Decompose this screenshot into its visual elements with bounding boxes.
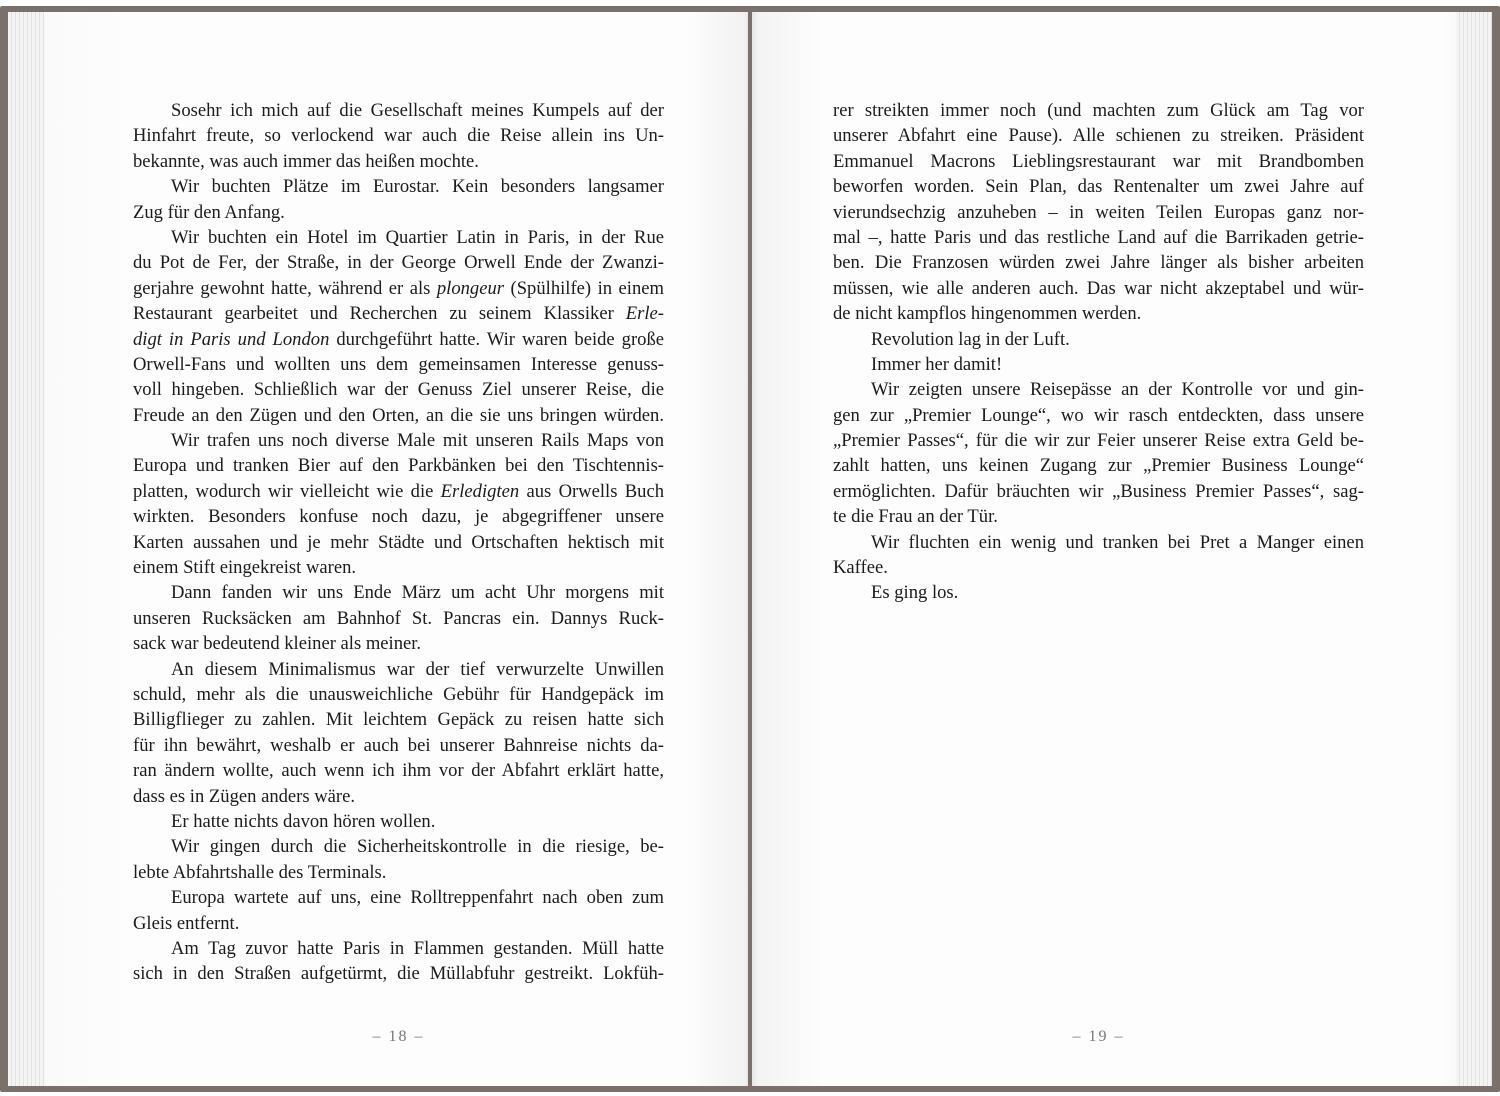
text-run: Karten aussahen und je mehr Städte und Ortschaften hektisch mit <box>133 531 664 553</box>
text-line <box>133 504 664 529</box>
page-edges <box>1456 12 1492 1086</box>
text-run: Hinfahrt freute, so verlockend war auch die Reise allein ins Un- <box>133 125 664 147</box>
text-run: „Premier Passes“, für die wir zur Feier unserer Reise extra Geld be- <box>833 430 1364 452</box>
text-run: unseren Rucksäcken am Bahnhof St. Pancras ein. Dannys Ruck- <box>133 607 664 629</box>
text-line <box>133 123 664 148</box>
text-run: Sosehr ich mich auf die Gesellschaft meines Kumpels auf der <box>171 100 664 121</box>
page-number: – 19 – <box>1072 1028 1125 1045</box>
text-run: du Pot de Fer, der Straße, in der George Orwell Ende der Zwanzi- <box>133 252 664 274</box>
text-line <box>133 860 664 885</box>
text-run: bekannte, was auch immer das heißen mochte. <box>133 150 479 172</box>
text-line <box>133 428 664 453</box>
text-run: dass es in Zügen anders wäre. <box>133 785 356 807</box>
text-line <box>833 403 1364 428</box>
text-line <box>133 758 664 783</box>
italic-text: Erle- <box>625 303 664 325</box>
text-run: Revolution lag in der Luft. <box>871 328 1070 350</box>
text-line <box>833 428 1364 453</box>
text-run: (Spülhilfe) in einem <box>504 277 664 299</box>
text-line <box>133 530 664 555</box>
text-line <box>133 225 664 250</box>
text-line <box>133 809 664 834</box>
text-line <box>133 682 664 707</box>
text-run: platten, wodurch wir vielleicht wie die <box>133 480 441 502</box>
text-line <box>133 733 664 758</box>
text-run: zahlt hatten, uns keinen Zugang zur „Premier Business Lounge“ <box>833 455 1364 477</box>
right-page <box>752 12 1492 1086</box>
text-line <box>133 784 664 809</box>
text-line <box>833 123 1364 148</box>
text-run: gen zur „Premier Lounge“, wo wir rasch entdeckten, dass unsere <box>833 404 1364 426</box>
text-run: schuld, mehr als die unausweichliche Gebühr für Handgepäck im <box>133 683 664 705</box>
text-run: durchgeführt hatte. Wir waren beide große <box>329 328 664 350</box>
text-run: Billigflieger zu zahlen. Mit leichtem Gepäck zu reisen hatte sich <box>133 709 664 731</box>
text-line <box>833 149 1364 174</box>
left-page <box>8 12 748 1086</box>
text-run: Emmanuel Macrons Lieblingsrestaurant war mit Brandbomben <box>833 150 1364 172</box>
text-run: unserer Abfahrt eine Pause). Alle schienen zu streiken. Präsident <box>833 125 1364 147</box>
text-run: müssen, wie alle anderen auch. Das war nicht akzeptabel und wür- <box>833 277 1364 299</box>
text-line <box>133 911 664 936</box>
text-run: vierundsechzig anzuheben – in weiten Teilen Europas ganz nor- <box>833 201 1364 223</box>
text-run: Wir buchten ein Hotel im Quartier Latin in Paris, in der Rue <box>171 226 664 248</box>
text-line <box>133 555 664 580</box>
left-page-text <box>133 98 664 987</box>
text-run: aus Orwells Buch <box>519 480 664 502</box>
text-line <box>833 225 1364 250</box>
text-run: Restaurant gearbeitet und Recherchen zu seinem Klassiker <box>133 303 626 325</box>
text-line <box>833 530 1364 555</box>
text-run: sack war bedeutend kleiner als meiner. <box>133 633 422 655</box>
text-run: einem Stift eingekreist waren. <box>133 557 357 579</box>
text-line <box>133 961 664 986</box>
text-run: Freude an den Zügen und den Orten, an die sie uns bringen würden. <box>133 404 664 426</box>
text-run: voll hingeben. Schließlich war der Genuss Ziel unserer Reise, die <box>133 379 664 401</box>
text-line <box>833 453 1364 478</box>
text-line <box>133 707 664 732</box>
text-run: mal –, hatte Paris und das restliche Land auf die Barrikaden getrie- <box>833 226 1364 248</box>
text-run: Am Tag zuvor hatte Paris in Flammen gestanden. Müll hatte <box>171 937 664 959</box>
text-line <box>133 98 664 123</box>
text-line <box>133 276 664 301</box>
text-line <box>133 834 664 859</box>
text-run: rer streikten immer noch (und machten zum Glück am Tag vor <box>833 100 1364 121</box>
italic-text: digt in Paris und London <box>133 328 330 350</box>
text-line <box>133 149 664 174</box>
text-run: Gleis entfernt. <box>133 912 240 934</box>
text-line <box>133 301 664 326</box>
text-line <box>833 174 1364 199</box>
text-run: für ihn bewährt, weshalb er auch bei unserer Bahnreise nichts da- <box>133 734 664 756</box>
text-run: ran ändern wollte, auch wenn ich ihm vor der Abfahrt erklärt hatte, <box>133 760 664 782</box>
text-run: Wir gingen durch die Sicherheitskontrolle in die riesige, be- <box>171 836 664 858</box>
text-line <box>833 580 1364 605</box>
text-run: ermöglichten. Dafür bräuchten wir „Business Premier Passes“, sag- <box>833 480 1364 502</box>
text-run: Europa wartete auf uns, eine Rolltreppenfahrt nach oben zum <box>171 887 664 909</box>
text-run: Zug für den Anfang. <box>133 201 285 223</box>
text-line <box>133 606 664 631</box>
text-line <box>133 200 664 225</box>
text-line <box>833 377 1364 402</box>
text-line <box>833 276 1364 301</box>
text-line <box>133 885 664 910</box>
text-run: Orwell-Fans und wollten uns dem gemeinsamen Interesse genuss- <box>133 353 664 375</box>
text-run: Dann fanden wir uns Ende März um acht Uhr morgens mit <box>171 582 664 604</box>
text-run: Es ging los. <box>871 582 959 604</box>
text-run: de nicht kampflos hingenommen werden. <box>833 303 1142 325</box>
text-run: sich in den Straßen aufgetürmt, die Müllabfuhr gestreikt. Lokfüh- <box>133 963 664 985</box>
text-line <box>833 555 1364 580</box>
text-line <box>133 174 664 199</box>
text-line <box>133 250 664 275</box>
text-run: ben. Die Franzosen würden zwei Jahre länger als bisher arbeiten <box>833 252 1364 274</box>
text-line <box>133 352 664 377</box>
text-run: gerjahre gewohnt hatte, während er als <box>133 277 437 299</box>
text-line <box>133 936 664 961</box>
text-line <box>833 250 1364 275</box>
text-run: lebte Abfahrtshalle des Terminals. <box>133 861 387 883</box>
text-line <box>833 327 1364 352</box>
italic-text: Erledigten <box>440 480 520 502</box>
text-line <box>833 301 1364 326</box>
text-run: wirkten. Besonders konfuse noch dazu, je abgegriffener unsere <box>133 506 664 528</box>
text-line <box>133 580 664 605</box>
text-line <box>133 327 664 352</box>
italic-text: plongeur <box>436 277 505 299</box>
text-run: te die Frau an der Tür. <box>833 506 998 528</box>
page-number: – 18 – <box>372 1028 425 1045</box>
page-edges <box>8 12 44 1086</box>
text-line <box>833 504 1364 529</box>
text-run: beworfen worden. Sein Plan, das Rentenalter um zwei Jahre auf <box>833 176 1364 198</box>
text-run: Wir buchten Plätze im Eurostar. Kein besonders langsamer <box>171 176 664 198</box>
text-line <box>133 403 664 428</box>
text-line <box>833 98 1364 123</box>
text-run: An diesem Minimalismus war der tief verwurzelte Unwillen <box>171 658 664 680</box>
right-page-text <box>833 98 1364 606</box>
text-line <box>833 479 1364 504</box>
text-line <box>833 200 1364 225</box>
text-run: Er hatte nichts davon hören wollen. <box>171 810 436 832</box>
text-line <box>133 453 664 478</box>
text-run: Wir zeigten unsere Reisepässe an der Kontrolle vor und gin- <box>871 379 1364 401</box>
text-line <box>133 657 664 682</box>
text-line <box>833 352 1364 377</box>
text-run: Wir trafen uns noch diverse Male mit unseren Rails Maps von <box>171 430 664 452</box>
text-run: Kaffee. <box>833 557 888 579</box>
text-line <box>133 479 664 504</box>
text-run: Immer her damit! <box>871 353 1003 375</box>
text-run: Wir fluchten ein wenig und tranken bei Pret a Manger einen <box>871 531 1364 553</box>
text-line <box>133 631 664 656</box>
text-run: Europa und tranken Bier auf den Parkbänken bei den Tischtennis- <box>133 455 664 477</box>
text-line <box>133 377 664 402</box>
